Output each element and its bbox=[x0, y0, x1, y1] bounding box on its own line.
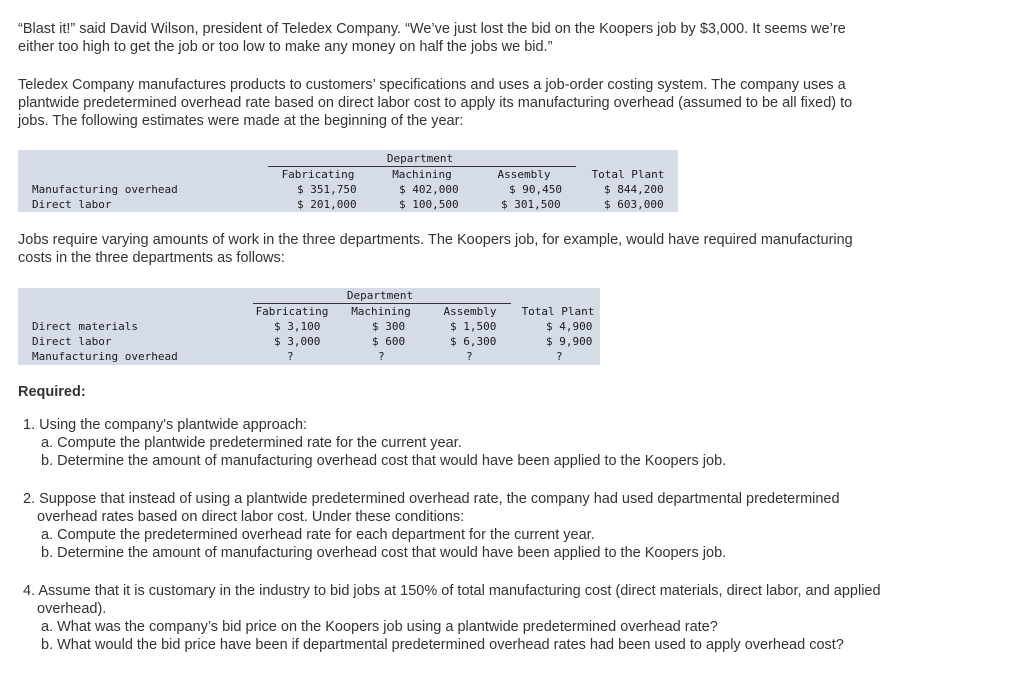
cell-fabricating: $ 3,000 bbox=[274, 335, 321, 348]
cell-machining: $ 100,500 bbox=[399, 198, 459, 211]
cell-fabricating: $ 201,000 bbox=[297, 198, 357, 211]
cell-fabricating: ? bbox=[287, 350, 294, 363]
department-header: Department bbox=[346, 289, 414, 302]
question-1a: a. Compute the plantwide predetermined rate for the current year. bbox=[41, 435, 462, 451]
context-line-3: jobs. The following estimates were made at the beginning of the year: bbox=[18, 113, 464, 129]
required-heading: Required: bbox=[18, 384, 86, 400]
col-header-assembly: Assembly bbox=[497, 168, 551, 181]
col-header-fabricating: Fabricating bbox=[255, 305, 329, 318]
department-header: Department bbox=[386, 152, 454, 165]
cell-total-plant: $ 603,000 bbox=[604, 198, 664, 211]
cell-total-plant: $ 4,900 bbox=[546, 320, 593, 333]
question-1-stem: 1. Using the company's plantwide approach: bbox=[23, 417, 308, 433]
col-header-assembly: Assembly bbox=[443, 305, 497, 318]
intro-line-2: either too high to get the job or too low to make any money on half the jobs we bid.” bbox=[18, 39, 553, 55]
question-4-stem-line-2: overhead). bbox=[37, 601, 107, 617]
cell-total-plant: ? bbox=[556, 350, 563, 363]
jobs-line-1: Jobs require varying amounts of work in the three departments. The Koopers job, for example, would have required manufacturing bbox=[18, 232, 853, 248]
intro-line-1: “Blast it!” said David Wilson, president of Teledex Company. “We’ve just lost the bid on the Koopers job by $3,000. It seems we’re bbox=[18, 21, 846, 37]
cell-total-plant: $ 844,200 bbox=[604, 183, 664, 196]
row-label-direct-materials: Direct materials bbox=[32, 320, 138, 333]
question-2-stem-line-1: 2. Suppose that instead of using a plantwide predetermined overhead rate, the company had used departmental predetermined bbox=[23, 491, 840, 507]
row-label-direct-labor: Direct labor bbox=[32, 198, 112, 211]
col-header-machining: Machining bbox=[392, 168, 452, 181]
cell-assembly: $ 1,500 bbox=[450, 320, 497, 333]
row-label-manufacturing-overhead: Manufacturing overhead bbox=[32, 183, 178, 196]
row-label-manufacturing-overhead: Manufacturing overhead bbox=[32, 350, 178, 363]
cell-fabricating: $ 3,100 bbox=[274, 320, 321, 333]
cell-assembly: $ 301,500 bbox=[501, 198, 561, 211]
cell-machining: ? bbox=[378, 350, 385, 363]
context-line-2: plantwide predetermined overhead rate based on direct labor cost to apply its manufacturing overhead (assumed to be all fixed) to bbox=[18, 95, 853, 111]
cell-machining: $ 300 bbox=[372, 320, 406, 333]
row-label-direct-labor: Direct labor bbox=[32, 335, 112, 348]
cell-machining: $ 600 bbox=[372, 335, 406, 348]
cell-machining: $ 402,000 bbox=[399, 183, 459, 196]
jobs-line-2: costs in the three departments as follows: bbox=[18, 250, 285, 266]
col-header-total-plant: Total Plant bbox=[591, 168, 665, 181]
col-header-machining: Machining bbox=[351, 305, 411, 318]
cell-assembly: $ 6,300 bbox=[450, 335, 497, 348]
question-2-stem-line-2: overhead rates based on direct labor cost. Under these conditions: bbox=[37, 509, 465, 525]
question-2b: b. Determine the amount of manufacturing overhead cost that would have been applied to the Koopers job. bbox=[41, 545, 727, 561]
col-header-fabricating: Fabricating bbox=[281, 168, 355, 181]
question-4-stem-line-1: 4. Assume that it is customary in the industry to bid jobs at 150% of total manufacturing cost (direct materials, direct labor, and applied bbox=[23, 583, 881, 599]
context-line-1: Teledex Company manufactures products to customers’ specifications and uses a job-order costing system. The company uses a bbox=[18, 77, 846, 93]
cell-assembly: ? bbox=[466, 350, 473, 363]
cell-assembly: $ 90,450 bbox=[509, 183, 562, 196]
question-4a: a. What was the company’s bid price on the Koopers job using a plantwide predetermined overhead rate? bbox=[41, 619, 718, 635]
question-1b: b. Determine the amount of manufacturing overhead cost that would have been applied to the Koopers job. bbox=[41, 453, 727, 469]
question-4b: b. What would the bid price have been if departmental predetermined overhead rates had been used to apply overhead cost? bbox=[41, 637, 844, 653]
col-header-total-plant: Total Plant bbox=[521, 305, 595, 318]
cell-total-plant: $ 9,900 bbox=[546, 335, 593, 348]
cell-fabricating: $ 351,750 bbox=[297, 183, 357, 196]
question-2a: a. Compute the predetermined overhead rate for each department for the current year. bbox=[41, 527, 595, 543]
